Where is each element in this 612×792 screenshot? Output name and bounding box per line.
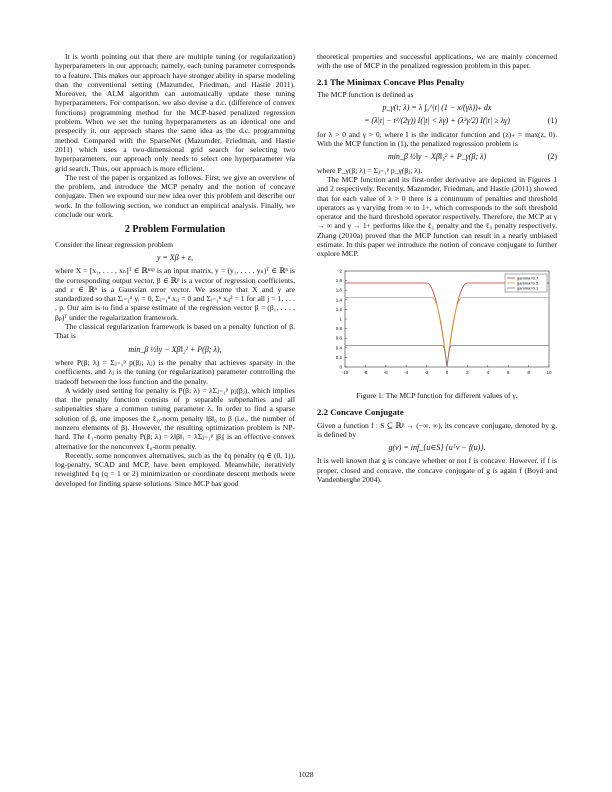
mcp-chart <box>317 267 557 385</box>
equation-2-number: (2) <box>547 152 557 162</box>
y-tick-label: 1 <box>339 316 342 322</box>
y-tick-label: 1.2 <box>335 306 342 312</box>
left-paragraph-5: The classical regularization framework is based on a penalty function of β. That is <box>55 322 295 341</box>
section-2-1-title: 2.1 The Minimax Concave Plus Penalty <box>317 76 465 87</box>
equation-1-body: = (λ|t| − t²/(2γ)) I(|t| < λγ) + (λ²γ/2) I(|t| ≥ λγ) <box>364 116 510 126</box>
y-tick-label: 0 <box>339 364 342 370</box>
equation-3: g(v) = inf_{u∈S} {uᵀv − f(u)}. <box>388 443 486 453</box>
y-tick-label: 1.4 <box>335 296 342 302</box>
equation-1-number: (1) <box>547 116 557 126</box>
page-number: 1028 <box>298 770 314 779</box>
x-tick-label: 8 <box>527 369 530 375</box>
equation-penalized-min: min_β ½‖y − Xβ‖₂² + P(β; λ), <box>128 344 222 354</box>
right-paragraph-2: The MCP function is defined as <box>317 89 414 99</box>
legend-label-0: gamma=0.7 <box>517 275 539 281</box>
section-2-title: 2 Problem Formulation <box>124 224 226 236</box>
y-tick-label: 0.4 <box>335 344 342 350</box>
x-tick-label: -6 <box>383 369 388 375</box>
series-line-2 <box>345 345 549 367</box>
right-paragraph-4: where P_γ(β; λ) = Σⱼ₌₁ᵖ p_γ(βⱼ; λ). <box>317 165 423 175</box>
left-paragraph-7: A widely used setting for penalty is P(β; λ) = λΣⱼ₌₁ᵖ pⱼ(βⱼ), which implies that the penalty function consists of p separable subpenalties and all subpenalties share a common tuning parameter λ. In order to find a sparse solution of β, one imposes the ℓ₀-norm penalty ‖β‖₀ to β (i.e., the number of nonzero elements of β). However, the resulting optimization problem is NP-hard. The ℓ₁-norm penalty P(β; λ) = λ‖β‖₁ = λΣⱼ₌₁ᵖ |βⱼ| is an effective convex alternative for the nonconvex ℓ₀-norm penalty. <box>55 385 295 451</box>
left-paragraph-8: Recently, some nonconvex alternatives, such as the ℓq penalty (q ∈ (0, 1)), log-penalty, SCAD and MCP, have been employed. Meanwhile, iteratively reweighted ℓq (q = 1 or 2) minimization or coordinate descent methods were developed for finding sparse solutions. Since MCP has good <box>55 450 295 488</box>
right-paragraph-6: Given a function f : S ⊆ ℝᵖ → (−∞, ∞), its concave conjugate, denoted by g, is defined by <box>317 420 557 439</box>
right-paragraph-1: theoretical properties and successful applications, we are mainly concerned with the use of MCP in the penalized regression problem in this paper. <box>317 52 557 71</box>
right-paragraph-3: for λ > 0 and γ > 0, where I is the indicator function and (z)₊ = max(z, 0). With the MCP function in (1), the penalized regression problem is <box>317 129 557 149</box>
left-paragraph-3: Consider the linear regression problem <box>55 239 174 249</box>
x-tick-label: 0 <box>445 369 449 375</box>
x-tick-label: 6 <box>506 369 510 375</box>
x-tick-label: -2 <box>424 369 429 375</box>
left-paragraph-4: where X = [x₁, . . . , xₙ]ᵀ ∈ ℝⁿˣᵖ is an input matrix, y = (y₁, . . . , yₙ)ᵀ ∈ ℝⁿ is the corresponding output vector, β ∈ ℝᵖ is a vector of regression coefficients, and ε ∈ ℝⁿ is a Gaussian error vector. We assume that X and y are standardized so that Σᵢ₌₁ⁿ yᵢ = 0, Σᵢ₌₁ⁿ xᵢⱼ = 0 and Σᵢ₌₁ⁿ xᵢⱼ² = 1 for all j = 1, . . . , p. Our aim is to find a sparse estimate of the regression vector β = (β₁, . . . , βₚ)ᵀ under the regularization framework. <box>55 266 295 322</box>
y-tick-label: 0.6 <box>335 335 342 341</box>
y-tick-label: 1.8 <box>335 277 342 283</box>
series-line-0 <box>345 283 549 367</box>
equation-2-body: min_β ½‖y − Xβ‖₂² + P_γ(β; λ) <box>387 152 487 162</box>
left-paragraph-6: where P(β; λ) = Σⱼ₌₁ᵖ p(βⱼ; λⱼ) is the penalty that achieves sparsity in the coefficients, and λⱼ is the tuning (or regularization) parameter controlling the tradeoff between the loss function and the penalty. <box>55 357 295 386</box>
equation-1-line-1: p_γ(t; λ) = λ ∫₀^|t| (1 − x/(γλ))₊ dx <box>382 103 492 113</box>
right-column <box>317 52 557 484</box>
y-tick-label: 1.6 <box>335 287 342 293</box>
series-line-1 <box>345 297 549 367</box>
x-tick-label: -8 <box>363 369 368 375</box>
legend-label-2: gamma=0.1 <box>517 285 539 291</box>
right-paragraph-7: It is well known that g is concave whether or not f is concave. However, if f is proper, closed and concave, the concave conjugate of g is again f (Boyd and Vandenberghe 2004). <box>317 456 557 485</box>
left-column <box>55 52 295 488</box>
left-paragraph-1: It is worth pointing out that there are multiple tuning (or regularization) hyperparameters in our approach; namely, each tuning parameter corresponds to a feature. This makes our approach have stronger ability in sparse modeling than the conventional setting (Mazumder, Friedman, and Hastie 2011). Moreover, the ALM algorithm can automatically update these tuning hyperparameters. For comparison, we also devise a d.c. (difference of convex functions) programming method for the MCP-based penalized regression problem. When we set the tuning hyperparameters as an identical one and prespecify it, our approach shares the same idea as the d.c. programming method. Compared with the SparseNet (Mazumder, Friedman, and Hastie 2011) which uses a two-dimensional grid search for selecting two hyperparameters, our approach only needs to select one hyperparameter via grid search. Thus, our approach is more efficient. <box>55 52 295 173</box>
x-tick-label: 2 <box>466 369 469 375</box>
x-tick-label: -10 <box>341 369 349 375</box>
legend-label-1: gamma=0.5 <box>517 280 539 286</box>
left-paragraph-2: The rest of the paper is organized as follows. First, we give an overview of the problem, and introduce the MCP penalty and the notion of concave conjugate. Then we expound our new idea over this problem and describe our work. In the following section, we conduct an empirical analysis. Finally, we conclude our work. <box>55 172 295 220</box>
equation-2 <box>317 152 557 161</box>
equation-1-line-2 <box>317 116 557 125</box>
x-tick-label: 4 <box>486 369 490 375</box>
figure-1-caption: Figure 1: The MCP function for different values of γ. <box>356 390 518 400</box>
equation-linear-model: y = Xβ + ε, <box>156 252 194 262</box>
x-tick-label: 10 <box>546 369 552 375</box>
section-2-2-title: 2.2 Concave Conjugate <box>317 407 404 418</box>
y-tick-label: 2 <box>339 268 342 274</box>
right-paragraph-5: The MCP function and its first-order derivative are depicted in Figures 1 and 2 respectively. Recently, Mazumder, Friedman, and Hastie (2011) showed that for each value of λ > 0 there is a continuum of penalties and threshold operators as γ varying from ∞ to 1+, which corresponds to the soft threshold operator and the hard threshold operator respectively. Therefore, the MCP at γ → ∞ and γ → 1+ performs like the ℓ₁ penalty and the ℓ₀ penalty respectively. Zhang (2010a) proved that the MCP function can result in a nearly unbiased estimate. In this paper we introduce the notion of concave conjugate to further explore MCP. <box>317 174 557 259</box>
y-tick-label: 0.2 <box>335 354 342 360</box>
figure-1 <box>317 267 557 387</box>
x-tick-label: -4 <box>404 369 409 375</box>
y-tick-label: 0.8 <box>335 325 342 331</box>
